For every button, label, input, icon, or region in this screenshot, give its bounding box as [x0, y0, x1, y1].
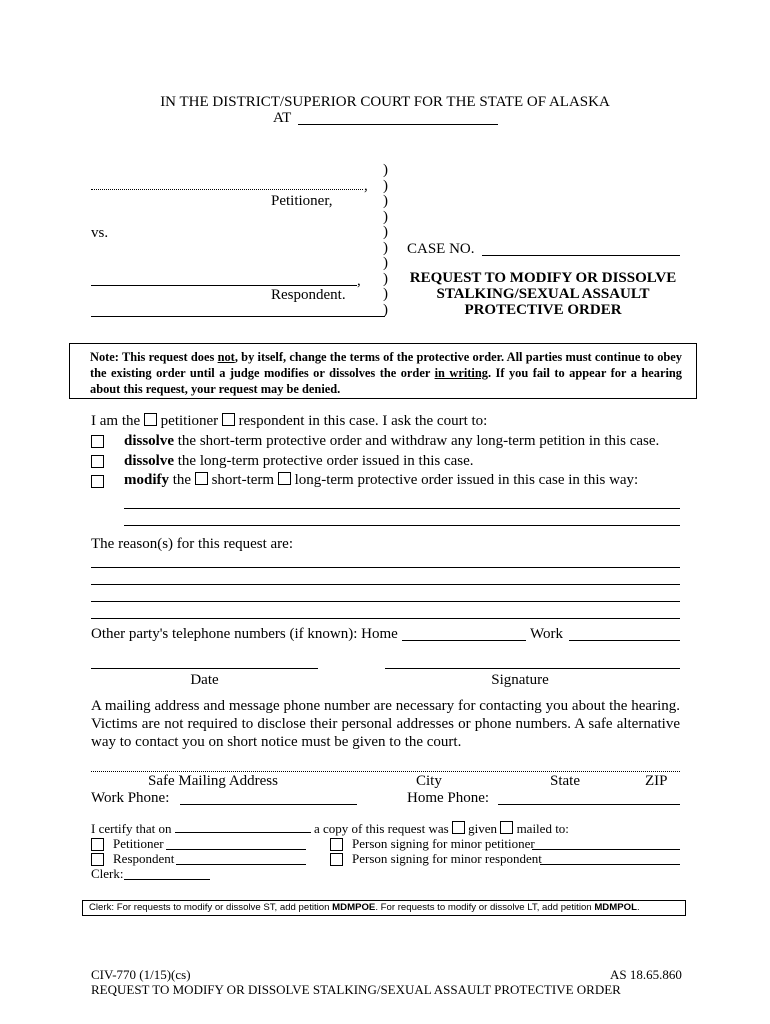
respondent-option-label: respondent in this case. I ask the court to:	[238, 413, 488, 429]
caption-paren: )	[383, 255, 388, 271]
petitioner-name-field[interactable]	[91, 189, 363, 190]
note-emphasis-not: not	[217, 350, 235, 364]
home-phone-field[interactable]	[402, 640, 526, 641]
form-title	[388, 270, 698, 318]
certify-respondent-label: Respondent	[113, 851, 175, 866]
work-phone-label: Work Phone:	[91, 790, 170, 806]
certify-minor-respondent-field[interactable]	[540, 864, 680, 865]
statute-reference: AS 18.65.860	[610, 967, 682, 982]
note-text: Note: This request does	[90, 350, 218, 364]
form-id: CIV-770 (1/15)(cs)	[91, 967, 191, 982]
work-phone-field[interactable]	[569, 640, 680, 641]
respondent-checkbox[interactable]	[222, 413, 235, 426]
role-line	[91, 413, 487, 430]
signature-field[interactable]	[385, 668, 680, 669]
certify-clerk-label: Clerk:	[91, 866, 124, 881]
caption-paren: )	[383, 270, 388, 287]
work-label: Work	[530, 626, 563, 642]
clerk-instruction-box	[82, 900, 686, 916]
dissolve-long-term-checkbox[interactable]	[91, 455, 104, 468]
option-text: the	[172, 472, 192, 488]
caption-paren: )	[383, 301, 388, 318]
phone-label: Other party's telephone numbers (if known): Home	[91, 626, 398, 642]
option-text: the long-term protective order issued in this case.	[177, 453, 474, 469]
note-text: . If you fail to appear for a hearing about this request, your request may be denied.	[90, 366, 682, 396]
certify-petitioner-label: Petitioner	[113, 836, 164, 851]
zip-label: ZIP	[645, 773, 668, 789]
certify-minor-respondent-label: Person signing for minor respondent	[352, 851, 542, 866]
vs-label: vs.	[91, 225, 109, 241]
petitioner-label: Petitioner,	[271, 193, 333, 209]
mailing-instructions: A mailing address and message phone number are necessary for contacting you about the hearing. Victims are not required to disclose their personal addresses or phone numbers. A safe alternative way to contact you on short notice must be given to the court.	[91, 698, 680, 750]
short-term-label: short-term	[211, 472, 275, 488]
mailed-to-label: mailed to:	[516, 821, 569, 836]
certify-minor-petitioner-checkbox[interactable]	[330, 838, 343, 851]
date-label: Date	[190, 672, 219, 688]
location-field[interactable]	[298, 124, 498, 125]
clerk-note-code: MDMPOE	[332, 902, 376, 913]
certify-respondent-checkbox[interactable]	[91, 853, 104, 866]
caption-paren: )	[383, 162, 388, 178]
clerk-note-text: .	[636, 902, 640, 913]
footer-form-title: REQUEST TO MODIFY OR DISSOLVE STALKING/SEXUAL ASSAULT PROTECTIVE ORDER	[91, 982, 621, 997]
caption-paren: )	[383, 208, 388, 225]
safe-mailing-address-field[interactable]	[91, 771, 680, 772]
reasons-line[interactable]	[91, 601, 680, 602]
caption-bottom-line	[91, 316, 385, 317]
certify-date-field[interactable]	[175, 822, 311, 833]
form-title-line: STALKING/SEXUAL ASSAULT	[436, 286, 650, 302]
certify-petitioner-checkbox[interactable]	[91, 838, 104, 851]
certify-respondent-field[interactable]	[176, 864, 306, 865]
home-phone-label: Home Phone:	[407, 790, 490, 806]
petitioner-comma: ,	[364, 178, 368, 194]
certify-petitioner-field[interactable]	[166, 849, 306, 850]
respondent-name-field[interactable]	[91, 285, 357, 286]
respondent-comma: ,	[357, 273, 361, 289]
date-field[interactable]	[91, 668, 318, 669]
city-label: City	[416, 773, 442, 789]
caption-paren: )	[383, 286, 388, 302]
caption-paren: )	[383, 177, 388, 194]
given-label: given	[468, 821, 498, 836]
note-box	[69, 343, 697, 399]
reasons-line[interactable]	[91, 567, 680, 568]
note-text: , by itself, change the terms of the protective order. All parties must continue to obey the existing order until a judge modifies or dissolves the order	[90, 350, 682, 380]
petitioner-checkbox[interactable]	[144, 413, 157, 426]
option-text: the short-term protective order and withdraw any long-term petition in this case.	[177, 433, 660, 449]
form-title-line: PROTECTIVE ORDER	[464, 302, 622, 318]
caption-paren: )	[383, 239, 388, 256]
option-keyword: modify	[124, 472, 169, 488]
dissolve-short-term-checkbox[interactable]	[91, 435, 104, 448]
case-no-label: CASE NO.	[407, 241, 475, 257]
modify-details-line[interactable]	[124, 525, 680, 526]
work-phone-contact-field[interactable]	[180, 804, 357, 805]
at-label: AT	[273, 110, 292, 126]
case-number-field[interactable]	[482, 255, 680, 256]
modify-checkbox[interactable]	[91, 475, 104, 488]
certify-line	[91, 821, 569, 837]
mailed-checkbox[interactable]	[500, 821, 513, 834]
form-title-line: REQUEST TO MODIFY OR DISSOLVE	[409, 270, 677, 286]
dissolve-long-term-option	[124, 453, 474, 470]
modify-option	[124, 472, 638, 489]
short-term-checkbox[interactable]	[195, 472, 208, 485]
copy-was-label: a copy of this request was	[314, 821, 449, 836]
clerk-note-text: . For requests to modify or dissolve LT, add petition	[375, 902, 595, 913]
given-checkbox[interactable]	[452, 821, 465, 834]
long-term-label: long-term protective order issued in this case in this way:	[294, 472, 639, 488]
safe-mailing-address-label: Safe Mailing Address	[148, 773, 278, 789]
dissolve-short-term-option	[124, 433, 659, 450]
state-label: State	[550, 773, 580, 789]
caption-paren: )	[383, 193, 388, 209]
petitioner-option-label: petitioner	[160, 413, 219, 429]
caption-paren: )	[383, 224, 388, 240]
modify-details-line[interactable]	[124, 508, 680, 509]
option-keyword: dissolve	[124, 433, 175, 449]
certify-on-label: I certify that on	[91, 821, 172, 836]
respondent-label: Respondent.	[271, 287, 346, 303]
long-term-checkbox[interactable]	[278, 472, 291, 485]
reasons-line[interactable]	[91, 584, 680, 585]
clerk-note-text: Clerk: For requests to modify or dissolve ST, add petition	[89, 902, 333, 913]
certify-minor-respondent-checkbox[interactable]	[330, 853, 343, 866]
reasons-line[interactable]	[91, 618, 680, 619]
option-keyword: dissolve	[124, 453, 175, 469]
certify-clerk-field[interactable]	[124, 879, 210, 880]
certify-minor-petitioner-label: Person signing for minor petitioner	[352, 836, 535, 851]
note-emphasis-in-writing: in writing	[434, 366, 488, 380]
certify-minor-petitioner-field[interactable]	[532, 849, 680, 850]
home-phone-contact-field[interactable]	[498, 804, 680, 805]
i-am-the-label: I am the	[91, 413, 141, 429]
clerk-note-code: MDMPOL	[594, 902, 637, 913]
reasons-label: The reason(s) for this request are:	[91, 536, 294, 552]
court-heading: IN THE DISTRICT/SUPERIOR COURT FOR THE STATE OF ALASKA	[160, 94, 610, 110]
signature-label: Signature	[491, 672, 549, 688]
